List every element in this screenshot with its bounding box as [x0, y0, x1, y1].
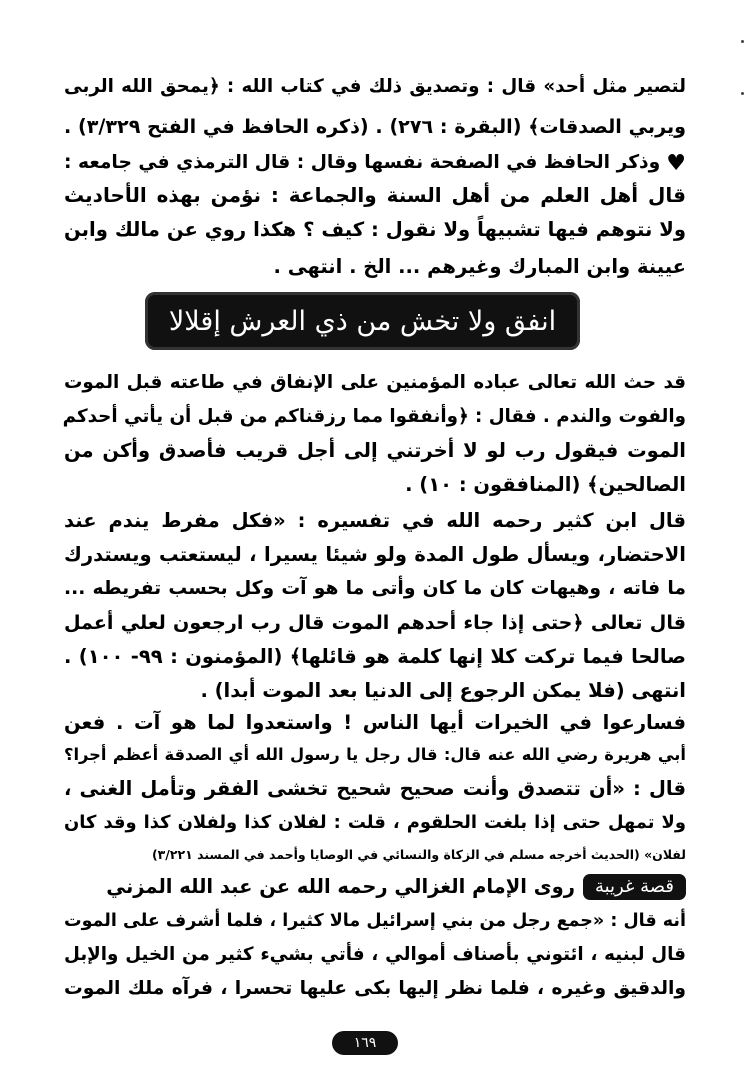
story-intro-line	[64, 872, 686, 902]
text-line: الاحتضار، ويسأل طول المدة ولو شيئا يسيرا ، ليستعتب ويستدرك	[64, 543, 686, 566]
text-line-content: ويربي الصدقات﴾ (البقرة : ٢٧٦) . (ذكره الحافظ في الفتح ٣/٣٢٩) .	[64, 115, 686, 138]
scan-edge-mark	[741, 92, 744, 95]
text-line: والفوت والندم . فقال : ﴿وأنفقوا مما رزقناكم من قبل أن يأتي أحدكم	[62, 406, 686, 427]
page-number-badge	[332, 1031, 398, 1055]
text-line: أبي هريرة رضي الله عنه قال: قال رجل يا رسول الله أي الصدقة أعظم أجرا؟	[64, 745, 686, 764]
text-line: قال تعالى ﴿حتى إذا جاء أحدهم الموت قال رب ارجعون لعلي أعمل	[64, 611, 686, 634]
hadith-reference-line: لفلان» (الحديث أخرجه مسلم في الزكاة والنسائي في الوصايا وأحمد في المسند ٣/٢٢١)	[151, 847, 686, 862]
text-line: قال لبنيه ، ائتوني بأصناف أموالي ، فأتي بشيء كثير من الخيل والإبل	[64, 944, 686, 965]
text-line: أنه قال : «جمع رجل من بني إسرائيل مالا كثيرا ، فلما أشرف على الموت	[64, 911, 686, 931]
text-line: الصالحين﴾ (المنافقون : ١٠) .	[405, 473, 686, 496]
text-line: قال ابن كثير رحمه الله في تفسيره : «فكل مفرط يندم عند	[64, 509, 686, 532]
text-line: ما فاته ، وهيهات كان ما كان وأتى ما هو آت وكل بحسب تفريطه ...	[64, 578, 686, 599]
text-line: قال : «أن تتصدق وأنت صحيح شحيح تخشى الفقر وتأمل الغنى ،	[64, 777, 686, 800]
heart-icon: ♥	[666, 151, 686, 176]
text-line: فسارعوا في الخيرات أيها الناس ! واستعدوا لما هو آت . فعن	[64, 711, 686, 734]
text-line: قال أهل العلم من أهل السنة والجماعة : نؤمن بهذه الأحاديث	[64, 183, 686, 207]
text-line: الموت فيقول رب لو لا أخرتني إلى أجل قريب فأصدق وأكن من	[64, 439, 686, 462]
text-line-content: وذكر الحافظ في الصفحة نفسها وقال : قال الترمذي في جامعه :	[64, 152, 661, 173]
text-line: ولا نتوهم فيها تشبيهاً ولا نقول : كيف ؟ هكذا روي عن مالك وابن	[64, 218, 686, 241]
text-line: قد حث الله تعالى عباده المؤمنين على الإنفاق في طاعته قبل الموت	[64, 372, 686, 393]
scan-edge-mark	[741, 40, 744, 43]
text-line-with-marker	[64, 148, 686, 179]
text-line: انتهى (فلا يمكن الرجوع إلى الدنيا بعد الموت أبدا) .	[200, 679, 686, 702]
text-line: والدقيق وغيره ، فلما نظر إليها بكى عليها تحسرا ، فرآه ملك الموت	[64, 978, 686, 999]
story-label-badge: قصة غريبة	[583, 874, 686, 900]
page-number-text: ١٦٩	[353, 1035, 377, 1051]
text-line: لتصير مثل أحد» قال : وتصديق ذلك في كتاب الله : ﴿يمحق الله الربى	[64, 76, 686, 97]
section-heading-banner	[145, 292, 580, 350]
text-line: صالحا فيما تركت كلا إنها كلمة هو قائلها﴾ (المؤمنون : ٩٩- ١٠٠) .	[64, 645, 687, 668]
text-line: ولا تمهل حتى إذا بلغت الحلقوم ، قلت : لفلان كذا ولفلان كذا وقد كان	[64, 812, 686, 833]
text-line	[64, 112, 686, 142]
text-line: عيينة وابن المبارك وغيرهم ... الخ . انتهى .	[273, 255, 686, 278]
story-intro-text: روى الإمام الغزالي رحمه الله عن عبد الله المزني	[106, 875, 575, 898]
section-heading-text: انفق ولا تخش من ذي العرش إقلالا	[168, 305, 557, 337]
